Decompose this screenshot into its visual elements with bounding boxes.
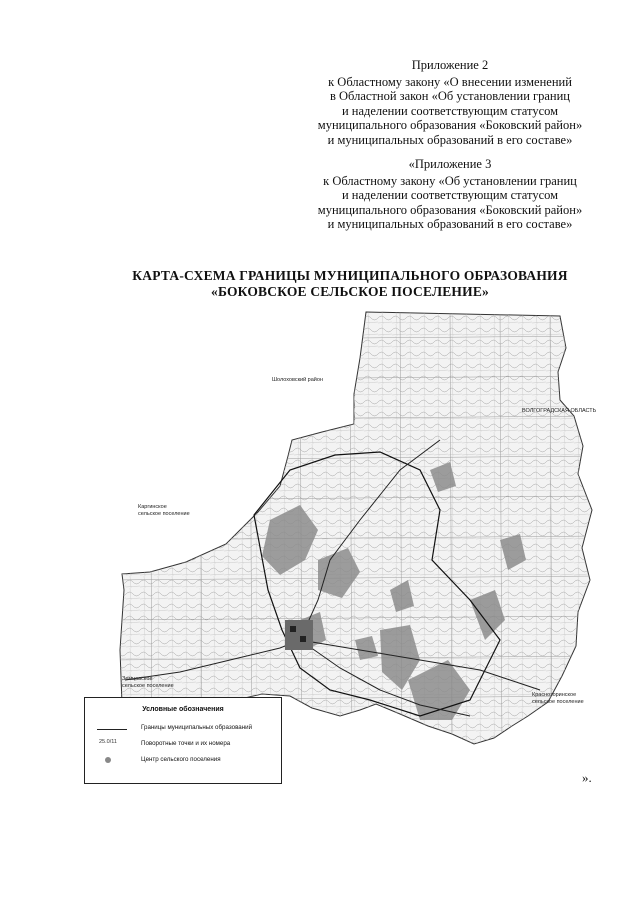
legend-item-label: Границы муниципальных образований xyxy=(141,724,253,731)
label-zemtsovskoe-2: сельское поселение xyxy=(122,683,174,689)
appendix-2-line: муниципального образования «Боковский район» xyxy=(317,118,583,132)
legend-item-turning-points xyxy=(93,739,275,751)
appendix-2-line: в Областной закон «Об установлении границ xyxy=(329,89,570,103)
legend-item-label: Центр сельского поселения xyxy=(141,756,221,763)
appendix-3-line: к Областному закону «Об установлении границ xyxy=(323,173,577,188)
label-karginskoe-1: Каргинское xyxy=(138,504,167,510)
appendix-3-line: и наделении соответствующим статусом xyxy=(341,188,559,202)
town-center xyxy=(285,620,313,650)
label-krasnozorinskoe-1: Краснозоринское xyxy=(532,692,577,698)
map-region xyxy=(110,305,600,755)
turning-point-icon: 25.0/11 xyxy=(99,739,117,745)
label-krasnozorinskoe-2: сельское поселение xyxy=(532,699,584,705)
appendix-2-heading: Приложение 2 xyxy=(411,58,489,72)
legend-item-settlement-center xyxy=(93,755,275,767)
map-title-line-1: КАРТА-СХЕМА ГРАНИЦЫ МУНИЦИПАЛЬНОГО ОБРАЗОВАНИЯ xyxy=(132,268,568,283)
appendix-2-line: и наделении соответствующим статусом xyxy=(341,103,559,118)
legend-item-boundaries xyxy=(93,723,275,735)
closing-quote-mark: ». xyxy=(582,770,592,785)
appendix-3-line: муниципального образования «Боковский район» xyxy=(317,202,583,217)
appendix-2-line: и муниципальных образований в его составе» xyxy=(327,132,573,147)
appendix-3-line: и муниципальных образований в его составе» xyxy=(327,217,573,231)
appendix-2-line: к Областному закону «О внесении изменений xyxy=(328,74,572,89)
label-karginskoe-2: сельское поселение xyxy=(138,511,190,517)
topographic-texture xyxy=(110,305,600,755)
legend-title: Условные обозначения xyxy=(142,706,224,713)
settlement-center-icon xyxy=(105,757,111,763)
map-legend xyxy=(84,697,282,784)
label-zemtsovskoe-1: Земцовское xyxy=(122,676,153,682)
label-volgograd-oblast: ВОЛГОГРАДСКАЯ ОБЛАСТЬ xyxy=(522,408,597,414)
legend-item-label: Поворотные точки и их номера xyxy=(141,740,231,747)
boundary-line-icon xyxy=(97,729,127,730)
label-sholokhovsky-district: Шолоховский район xyxy=(272,377,323,383)
appendix-3-heading: «Приложение 3 xyxy=(408,157,492,171)
map-title-line-2: «БОКОВСКОЕ СЕЛЬСКОЕ ПОСЕЛЕНИЕ» xyxy=(211,284,489,299)
